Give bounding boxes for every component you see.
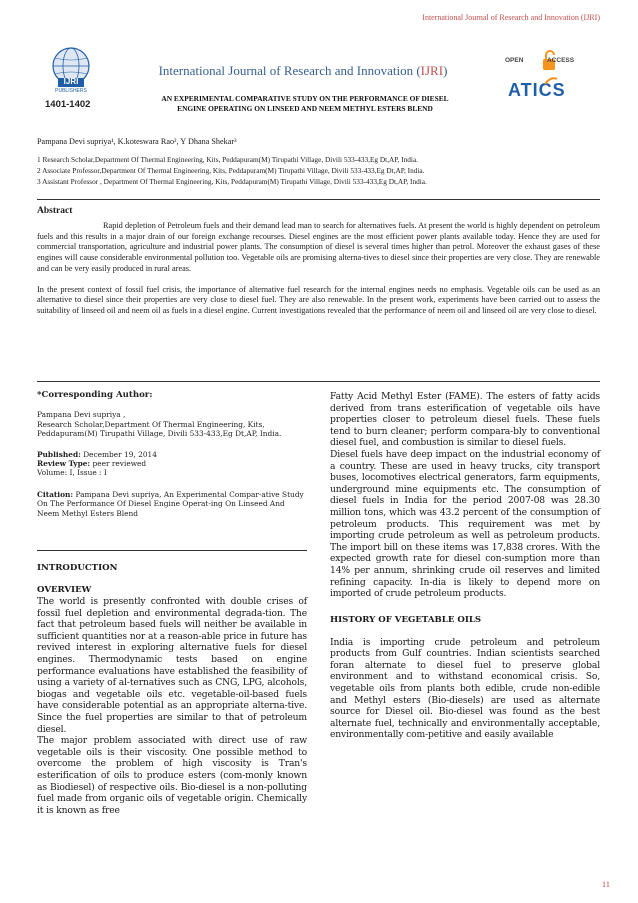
overview-para-1: The world is presently confronted with double crises of fossil fuel depletion and environmental degrada-tion. The fact that petroleum based fuels will neither be available in sufficient quantities nor at a reason-able price in future has revived interest in exploring alternative fuels for diesel engines. Thermodynamic tests based on engine performance evaluations have established the feasibility of using a variety of al-ternatives such as CNG, LPG, alcohols, biogas and vegetable oils etc. vegetable-oil-based fuels have considerable potential as an appropriate alterna-tive. Since the fuel properties are similar to that of petroleum diesel.	[37, 596, 307, 735]
journal-title-close: )	[443, 63, 448, 78]
journal-acronym: IJRI	[420, 63, 444, 78]
introduction-heading: INTRODUCTION	[37, 563, 118, 573]
review-line	[37, 459, 305, 468]
divider	[37, 199, 600, 200]
volume-line: Volume: I, Issue : I	[37, 468, 107, 478]
authors: Pampana Devi supriya¹, K.koteswara Rao², Y Dhana Shekar³	[37, 137, 237, 146]
left-column	[37, 563, 307, 816]
published-line	[37, 450, 305, 459]
divider	[37, 381, 600, 382]
affiliation-1: 1 Research Scholar,Department Of Thermal Engineering, Kits, Peddapuram(M) Tirupathi Village, Divili 533-433,Eg Dt,AP, India.	[37, 155, 419, 164]
overview-heading: OVERVIEW	[37, 585, 92, 595]
journal-title-main: International Journal of Research and Innovation (	[158, 63, 421, 78]
open-access-logo	[505, 50, 595, 72]
right-para-3: India is importing crude petroleum and petroleum products from Gulf countries. Indian scientists searched foran alternate to diesel fuel to preserve global environment and to withstand economical crisis. So, vegetable oils from plants both edible, crude non-edible and Methyl esters (Bio-diesels) are used as alternate source for Diesel oil. Bio-diesel was found as the best alternate fuel, technically and environmentally acceptable, environmentally com-petitive and easily available	[330, 636, 600, 741]
citation-label: Citation:	[37, 489, 74, 499]
abstract-para-2: In the present context of fossil fuel crisis, the importance of alternative fuel research for the internal engines needs no emphasis. Vegetable oils can be used as an alternative to diesel since their properties are very close to diesel fuel. They are also renewable. In the present work, experiments have been carried out to assess the suitability of linseed oil and neem oil as fuels in a diesel engine. Current investigations revealed that the performance of neem oil and linseed oil are very close to diesel.	[37, 284, 600, 315]
overview-para-2: The major problem associated with direct use of raw vegetable oils is their viscosity. One possible method to overcome the problem of high viscosity is Tran's esterification of oils to produce esters (com-monly known as Biodiesel) of respective oils. Bio-diesel is a non-polluting fuel made from organic oils of vegetable origin. Chemically it is known as free	[37, 735, 307, 816]
citation-value: Pampana Devi supriya, An Experimental Compar-ative Study On The Performance Of Diesel Engine Operat-ing On Linseed And Neem Methyl Esters Blend	[37, 489, 304, 518]
paper-title-line2: ENGINE OPERATING ON LINSEED AND NEEM METHYL ESTERS BLEND	[177, 104, 433, 113]
open-access-text: OPEN ACCESS	[505, 57, 575, 64]
abstract-body	[37, 221, 600, 317]
corresponding-box	[37, 391, 305, 518]
corresponding-address: Research Scholar,Department Of Thermal Engineering, Kits, Peddapuram(M) Tirupathi Village, Divili 533-433,Eg Dt,AP, India.	[37, 419, 282, 439]
history-heading: HISTORY OF VEGETABLE OILS	[330, 614, 482, 625]
right-column	[330, 391, 600, 741]
published-value: December 19, 2014	[80, 449, 157, 459]
issn-number: 1401-1402	[45, 99, 91, 110]
logo-text: IJRI	[63, 77, 79, 86]
swoosh-icon	[544, 76, 558, 86]
divider	[37, 550, 307, 551]
affiliation-2: 2 Associate Professor,Department Of Thermal Engineering, Kits, Peddapuram(M) Tirupathi Village, Divili 533-433,Eg Dt,AP, India.	[37, 166, 425, 175]
abstract-para-1: Rapid depletion of Petroleum fuels and their demand lead man to search for alternatives fuels. At present the world is highly dependent on petroleum fuels and this results in a major drain of our foreign exchange recourses. Diesel engines are the most efficient power plants available today. Hence they are used for commercial transportation, agriculture and industrial power plants. The consumption of diesel is several times higher than petrol. Moreover the exhaust gases of these engines will cause considerable environmental pollution too. Vegetable oils are promising alterna-tives to diesel since their properties are very close. They are renewable and can be very easily produced in rural areas.	[37, 221, 600, 273]
affiliation-3: 3 Assistant Professor , Department Of Thermal Engineering, Kits, Peddapuram(M) Tirupathi Village, Divili 533-433,Eg Dt,AP, India.	[37, 177, 427, 186]
abstract-heading: Abstract	[37, 206, 73, 216]
atics-text: ATICS	[508, 80, 566, 100]
published-label: Published:	[37, 449, 81, 459]
review-label: Review Type:	[37, 459, 91, 469]
right-para-2: Diesel fuels have deep impact on the industrial economy of a country. These are used in heavy trucks, city transport buses, locomotives electrical generators, farm equipments, underground mine equipments etc. The consumption of diesel fuels in India for the period 2007-08 was 28.30 million tons, which was 43.2 percent of the consumption of petroleum products. This requirement was met by importing crude petroleum as well as petroleum products. The import bill on these items was 17,838 crores. With the expected growth rate for diesel con-sumption more than 14% per annum, shrinking crude oil reserves and limited refining capacity. In-dia is likely to depend more on imported of crude petroleum products.	[330, 448, 600, 600]
page-number: 11	[601, 879, 610, 889]
running-head: International Journal of Research and Innovation (IJRI)	[422, 13, 600, 22]
paper-title	[120, 94, 490, 114]
right-para-1: Fatty Acid Methyl Ester (FAME). The esters of fatty acids derived from trans esterification of vegetable oils have properties closer to petroleum diesel fuels. These fuels tend to burn cleaner; perform compara-bly to conventional diesel fuel, and combustion is similar to diesel fuels.	[330, 391, 600, 449]
logo-subtext: PUBLISHERS	[55, 88, 87, 94]
paper-title-line1: AN EXPERIMENTAL COMPARATIVE STUDY ON THE PERFORMANCE OF DIESEL	[161, 94, 449, 103]
journal-title	[118, 63, 488, 79]
ijri-logo	[40, 46, 102, 96]
review-value: peer reviewed	[90, 459, 147, 469]
corresponding-name: Pampana Devi supriya ,	[37, 410, 126, 420]
citation	[37, 490, 305, 518]
corresponding-label: *Corresponding Author:	[37, 390, 153, 400]
atics-logo	[508, 80, 588, 104]
